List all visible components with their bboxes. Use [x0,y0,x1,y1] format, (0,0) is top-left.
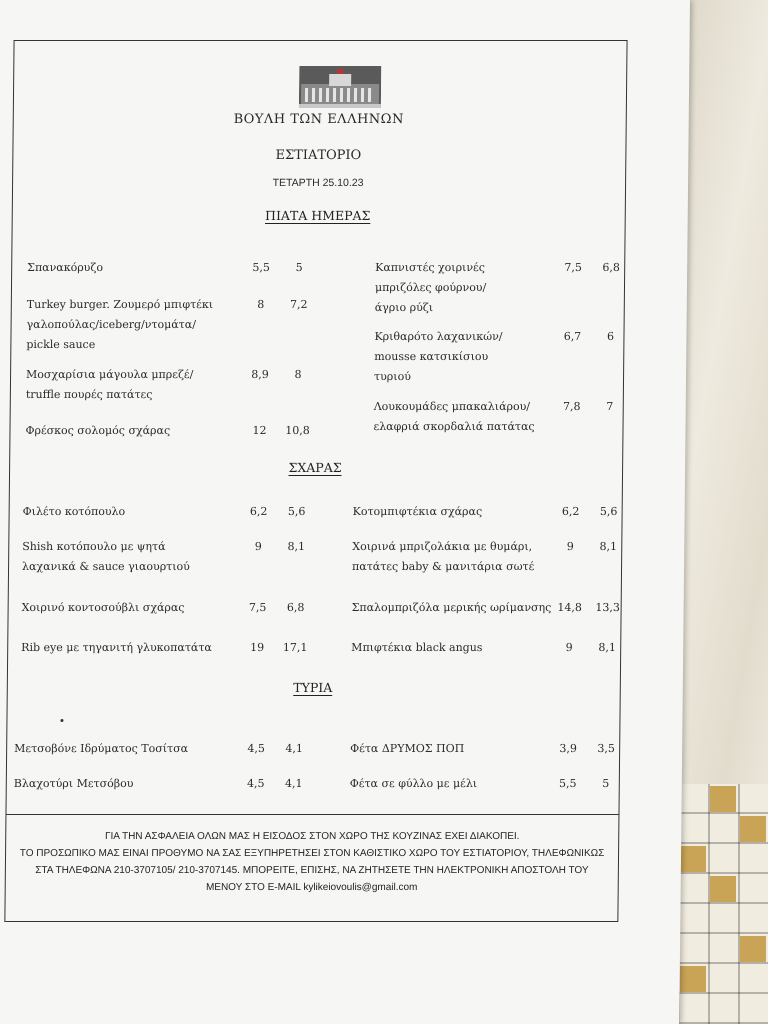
price-discounted: 5 [295,261,303,274]
price-full: 7,5 [248,601,267,614]
menu-item-line: μπριζόλες φούρνου/ [374,281,487,294]
price-full: 8 [257,298,265,311]
floor-tiles [678,784,768,1024]
menu-date: ΤΕΤΑΡΤΗ 25.10.23 [272,177,364,189]
menu-item-line: Μοσχαρίσια μάγουλα μπρεζέ/ [26,368,194,381]
price-full: 5,5 [558,777,577,790]
menu-item-name [350,774,478,794]
menu-item-line: mousse κατσικίσιου [374,350,489,363]
price-discounted: 17,1 [282,641,308,654]
section-cheese-heading: ΤΥΡΙΑ [293,680,333,695]
menu-item-name [373,397,535,437]
price-full: 9 [566,540,574,553]
menu-item-name [375,258,487,318]
menu-item-line: Κριθαρότο λαχανικών/ [374,330,503,343]
menu-item-name [352,598,552,618]
price-discounted: 8 [294,368,302,381]
menu-item-line: Μπιφτέκια black angus [351,641,483,654]
price-discounted: 5,6 [599,505,618,518]
menu-item-name [350,739,464,759]
menu-item-line: Καπνιστές χοιρινές [375,261,486,274]
menu-item-line: truffle πουρές πατάτες [25,388,153,401]
menu-item-line: Σπαλομπριζόλα μερικής ωρίμανσης [351,601,552,614]
price-full: 7,8 [562,400,581,413]
menu-item-name [351,638,482,658]
footer-line: ΣΤΑ ΤΗΛΕΦΩΝΑ 210-3707105/ 210-3707145. ΜΠΟΡΕΙΤΕ, ΕΠΙΣΗΣ, ΝΑ ΖΗΤΗΣΕΤΕ ΤΗΝ ΗΛΕΚΤΡΟΝΙΚΗ ΑΠΟΣΤΟΛΗ ΤΟΥ [35,865,589,876]
price-full: 19 [250,641,265,654]
restaurant-title: ΕΣΤΙΑΤΟΡΙΟ [275,148,362,163]
menu-item-line: Χοιρινό κοντοσούβλι σχάρας [21,601,185,614]
menu-item-name [23,502,126,522]
menu-item-line: Σπανακόρυζο [27,261,104,274]
menu-item-name [14,774,134,794]
menu-item-line: Μετσοβόνε Ιδρύματος Τοσίτσα [14,742,189,755]
menu-item-line: Φέτα ΔΡΥΜΟΣ ΠΟΠ [350,742,465,755]
menu-item-line: Χοιρινά μπριζολάκια με θυμάρι, [352,540,533,553]
price-discounted: 4,1 [284,777,303,790]
menu-item-line: pickle sauce [26,338,96,351]
parliament-name: ΒΟΥΛΗ ΤΩΝ ΕΛΛΗΝΩΝ [233,112,404,127]
price-discounted: 8,1 [287,540,306,553]
price-discounted: 8,1 [598,641,617,654]
price-discounted: 5 [602,777,610,790]
price-discounted: 5,6 [287,505,306,518]
price-full: 7,5 [564,261,583,274]
price-full: 12 [252,424,267,437]
menu-item-line: Φέτα σε φύλλο με μέλι [349,777,478,790]
price-discounted: 13,3 [595,601,620,614]
menu-item-line: Turkey burger. Ζουμερό μπιφτέκι [26,298,214,311]
price-discounted: 6,8 [602,261,621,274]
price-full: 6,2 [561,505,580,518]
menu-item-line: τυριού [373,370,412,383]
stray-mark [60,719,63,722]
footer-notice [9,828,616,896]
price-full: 6,7 [563,330,582,343]
price-discounted: 6 [606,330,615,343]
menu-item-name [22,537,190,577]
menu-item-line: Shish κοτόπουλο με ψητά [22,540,166,553]
menu-item-line: Κοτομπιφτέκια σχάρας [352,505,483,518]
section-grill-heading: ΣΧΑΡΑΣ [288,460,342,475]
menu-item-name [25,421,170,441]
price-full: 9 [565,641,573,654]
price-full: 9 [254,540,262,553]
price-discounted: 4,1 [285,742,303,755]
menu-item-line: ελαφριά σκορδαλιά πατάτας [373,420,535,433]
price-discounted: 10,8 [285,424,310,437]
menu-item-name [26,295,213,355]
parliament-building-icon [299,66,381,108]
menu-item-name [27,258,103,278]
price-full: 4,5 [247,742,265,755]
menu-item-name [26,365,194,405]
menu-item-name [14,739,188,759]
footer-line: ΓΙΑ ΤΗΝ ΑΣΦΑΛΕΙΑ ΟΛΩΝ ΜΑΣ Η ΕΙΣΟΔΟΣ ΣΤΟΝ ΧΩΡΟ ΤΗΣ ΚΟΥΖΙΝΑΣ ΕΧΕΙ ΔΙΑΚΟΠΕΙ. [104,831,520,842]
menu-item-name [22,598,185,618]
price-full: 5,5 [252,261,271,274]
menu-item-line: Λουκουμάδες μπακαλιάρου/ [373,400,531,413]
menu-item-line: Βλαχοτύρι Μετσόβου [13,777,134,790]
menu-item-line: γαλοπούλας/iceberg/ντομάτα/ [26,318,197,331]
price-discounted: 3,5 [597,742,615,755]
price-full: 4,5 [246,777,265,790]
menu-item-line: Rib eye με τηγανιτή γλυκοπατάτα [21,641,212,654]
menu-item-name [21,638,212,658]
menu-item-line: πατάτες baby & μανιτάρια σωτέ [351,560,535,573]
price-discounted: 7,2 [289,298,308,311]
price-discounted: 6,8 [286,601,305,614]
price-full: 8,9 [251,368,269,381]
price-full: 6,2 [249,505,268,518]
price-discounted: 7 [606,400,614,413]
section-daily-heading: ΠΙΑΤΑ ΗΜΕΡΑΣ [265,208,371,223]
footer-line: ΤΟ ΠΡΟΣΩΠΙΚΟ ΜΑΣ ΕΙΝΑΙ ΠΡΟΘΥΜΟ ΝΑ ΣΑΣ ΕΞΥΠΗΡΕΤΗΣΕΙ ΣΤΟΝ ΚΑΘΙΣΤΙΚΟ ΧΩΡΟ ΤΟΥ ΕΣΤΙΑΤΟΡΙΟΥ, ΤΗΛΕΦΩΝΙΚΩΣ [19,848,605,859]
price-full: 3,9 [559,742,577,755]
footer-line: ΜΕΝΟΥ ΣΤΟ E-MAIL kylikeiovoulis@gmail.com [205,882,418,893]
menu-item-name [352,537,535,577]
menu-item-line: Φρέσκος σολομός σχάρας [25,424,171,437]
menu-item-line: άγριο ρύζι [374,301,434,314]
price-full: 14,8 [557,601,582,614]
footer-divider [6,814,618,815]
menu-item-name [374,327,503,387]
menu-item-name [353,502,483,522]
menu-item-line: Φιλέτο κοτόπουλο [22,505,126,518]
menu-item-line: λαχανικά & sauce γιαουρτιού [21,560,190,573]
price-discounted: 8,1 [599,540,618,553]
